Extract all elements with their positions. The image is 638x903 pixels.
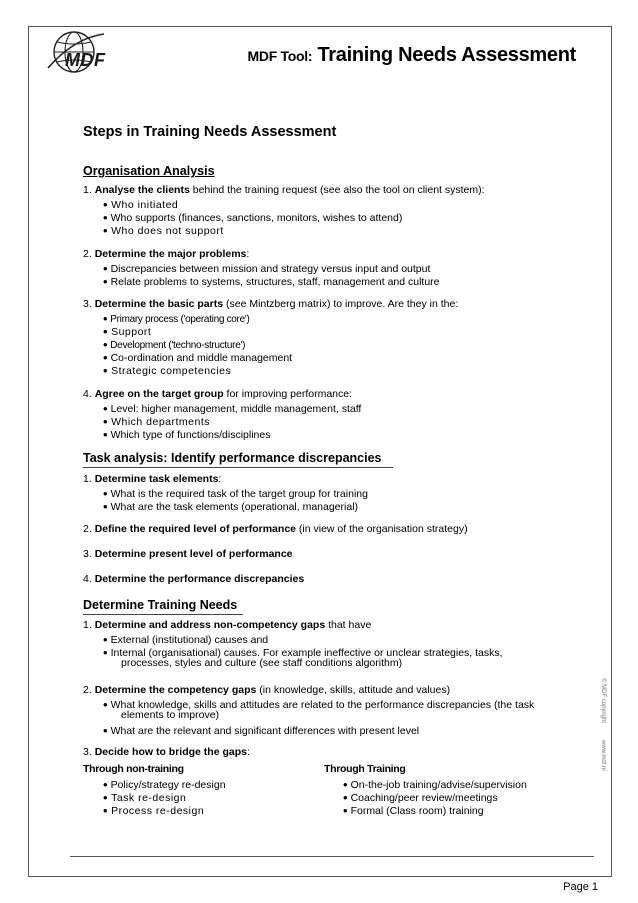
title-main: Training Needs Assessment [317, 44, 576, 66]
task-step-1 [83, 473, 221, 485]
list-item: • Strategic competencies [103, 362, 231, 377]
section-heading-training-needs: Determine Training Needs [83, 598, 238, 612]
needs-step-3 [83, 746, 250, 758]
step-title: Determine the performance discrepancies [94, 573, 305, 585]
list-item: • What are the relevant and significant differences with present level [103, 722, 419, 737]
list-item: • Coaching/peer review/meetings [343, 789, 498, 804]
step-text: : [218, 473, 222, 485]
step-text: for improving performance: [223, 388, 353, 400]
step-number: 4. [83, 388, 92, 400]
list-item: • Discrepancies between mission and strategy versus input and output [103, 260, 430, 275]
step-title: Decide how to bridge the gaps [94, 746, 247, 758]
frame-left-border [28, 26, 29, 876]
list-item: • Policy/strategy re-design [103, 776, 226, 791]
step-title: Determine present level of performance [94, 548, 293, 560]
step-text: (see Mintzberg matrix) to improve. Are they in the: [223, 298, 459, 310]
org-step-3 [83, 298, 458, 310]
frame-right-border [611, 26, 612, 876]
section-underline [83, 467, 393, 468]
section-underline [83, 614, 243, 615]
step-number: 2. [83, 248, 92, 260]
column-heading-training: Through Training [324, 763, 406, 775]
title-prefix: MDF Tool: [247, 48, 313, 64]
org-step-2 [83, 248, 249, 260]
list-item: • Which departments [103, 413, 210, 428]
step-title: Analyse the clients [94, 184, 190, 196]
step-number: 3. [83, 746, 92, 758]
list-item: • Which type of functions/disciplines [103, 426, 270, 441]
step-number: 2. [83, 684, 92, 696]
step-title: Determine the major problems [94, 248, 247, 260]
list-item: • Who initiated [103, 196, 178, 211]
list-item: • Process re-design [103, 802, 204, 817]
column-heading-non-training: Through non-training [83, 763, 184, 775]
needs-step-2 [83, 684, 450, 696]
list-item: • Who supports (finances, sanctions, monitors, wishes to attend) [103, 209, 402, 224]
list-item: • Support [103, 323, 151, 338]
needs-step-1 [83, 619, 371, 631]
org-step-4 [83, 388, 352, 400]
document-title [248, 44, 576, 67]
section-heading-task-analysis: Task analysis: Identify performance discrepancies [83, 451, 382, 465]
step-number: 3. [83, 548, 92, 560]
step-text: : [246, 746, 250, 758]
footer-divider [70, 856, 594, 857]
list-item: • Primary process ('operating core') [103, 310, 250, 325]
task-step-2 [83, 523, 468, 535]
logo-text: MDF [65, 50, 106, 70]
list-item-continuation: processes, styles and culture (see staff conditions algorithm) [121, 657, 403, 669]
list-item: • Who does not support [103, 222, 224, 237]
list-item: • Relate problems to systems, structures, staff, management and culture [103, 273, 440, 288]
list-item: • What knowledge, skills and attitudes are related to the performance discrepancies (the task [103, 696, 534, 711]
step-text: that have [325, 619, 372, 631]
list-item: • Co-ordination and middle management [103, 349, 292, 364]
list-item: • Formal (Class room) training [343, 802, 484, 817]
list-item: • Internal (organisational) causes. For example ineffective or unclear strategies, tasks, [103, 644, 503, 659]
list-item: • What is the required task of the target group for training [103, 485, 368, 500]
page-heading: Steps in Training Needs Assessment [83, 124, 337, 140]
step-title: Determine task elements [94, 473, 219, 485]
step-number: 1. [83, 184, 92, 196]
list-item-continuation: elements to improve) [121, 709, 220, 721]
side-url: www.mdf.nl [600, 740, 606, 771]
page-number: Page 1 [563, 881, 598, 893]
step-number: 2. [83, 523, 92, 535]
step-number: 1. [83, 473, 92, 485]
step-title: Agree on the target group [94, 388, 224, 400]
list-item: • External (institutional) causes and [103, 631, 268, 646]
step-title: Determine and address non-competency gaps [94, 619, 326, 631]
section-heading-organisation: Organisation Analysis [83, 164, 215, 178]
side-copyright: © MDF copyright [600, 678, 606, 724]
list-item: • Level: higher management, middle management, staff [103, 400, 361, 415]
task-step-4 [83, 573, 304, 585]
step-number: 1. [83, 619, 92, 631]
list-item: • What are the task elements (operational, managerial) [103, 498, 358, 513]
step-text: (in knowledge, skills, attitude and values) [256, 684, 451, 696]
list-item: • Development ('techno-structure') [103, 336, 245, 351]
step-text: (in view of the organisation strategy) [296, 523, 468, 535]
org-step-1 [83, 184, 485, 196]
task-step-3 [83, 548, 293, 560]
step-title: Define the required level of performance [94, 523, 296, 535]
list-item: • Task re-design [103, 789, 186, 804]
list-item: • On-the-job training/advise/supervision [343, 776, 527, 791]
step-number: 4. [83, 573, 92, 585]
frame-top-border [28, 26, 612, 27]
step-title: Determine the competency gaps [94, 684, 257, 696]
frame-bottom-border [28, 876, 612, 877]
step-title: Determine the basic parts [94, 298, 224, 310]
step-number: 3. [83, 298, 92, 310]
step-text: : [246, 248, 250, 260]
step-text: behind the training request (see also the tool on client system): [189, 184, 485, 196]
